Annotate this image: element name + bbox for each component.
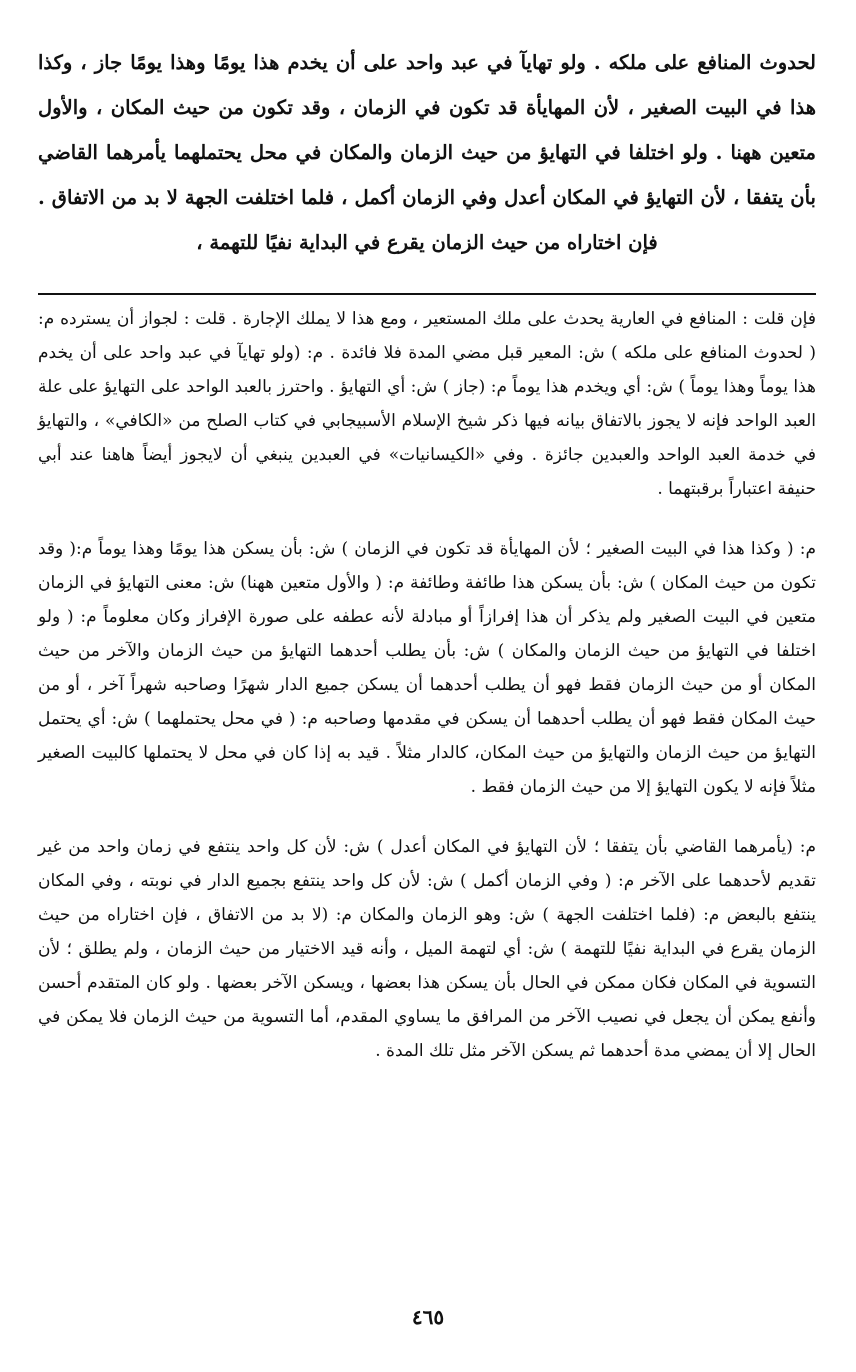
commentary-paragraph: م: (يأمرهما القاضي بأن يتفقا ؛ لأن التهايؤ في المكان أعدل ) ش: لأن كل واحد ينتفع في زمان واحد من غير تقديم لأحدهما على الآخر م: ( وفي الزمان أكمل ) ش: لأن كل واحد ينتفع بجميع الدار في نوبته ، وفي المكان ينتفع بالبعض م: (فلما اختلفت الجهة ) ش: وهو الزمان والمكان م: (لا بد من الاتفاق ، فإن اختاراه من حيث الزمان يقرع في البداية نفيًا للتهمة ) ش: أي لتهمة الميل ، وأنه قيد الاختيار من حيث الزمان ، ولم يطلق ؛ لأن التسوية في المكان فكان ممكن في الحال بأن يسكن هذا بعضها ، ويسكن الآخر بعضها . ولو كان المتقدم أحسن وأنفع يمكن أن يجعل في نصيب الآخر من المرافق ما يساوي المقدم، أما التسوية من حيث الزمان فلا يمكن في الحال إلا أن يمضي مدة أحدهما ثم يسكن الآخر مثل تلك المدة . <box>38 837 816 1061</box>
commentary-paragraph: م: ( وكذا هذا في البيت الصغير ؛ لأن المهايأة قد تكون في الزمان ) ش: بأن يسكن هذا يومًا وهذا يوماً م:( وقد تكون من حيث المكان ) ش: بأن يسكن هذا طائفة وطائفة م: ( والأول متعين ههنا) ش: معنى التهايؤ في الزمان متعين في البيت الصغير ولم يذكر أن هذا إفرازاً أو مبادلة لأنه عطفه على صورة الإفراز وكان معلوماً م: ( ولو اختلفا في التهايؤ من حيث الزمان والمكان ) ش: بأن يطلب أحدهما التهايؤ من حيث الزمان والآخر من حيث المكان أو من حيث الزمان فقط فهو أن يطلب أحدهما أن يسكن جميع الدار شهرًا وصاحبه شهراً آخر ، أو من حيث المكان فقط فهو أن يطلب أحدهما أن يسكن في مقدمها وصاحبه م: ( في محل يحتملهما ) ش: أي يحتمل التهايؤ من حيث الزمان والتهايؤ من حيث المكان، كالدار مثلاً . قيد به إذا كان في محل لا يحتملها كالبيت الصغير مثلاً فإنه لا يكون التهايؤ إلا من حيث الزمان فقط . <box>38 539 816 797</box>
page-number: ٤٦٥ <box>411 1305 445 1329</box>
separator-line <box>38 293 816 295</box>
commentary-paragraph: فإن قلت : المنافع في العارية يحدث على ملك المستعير ، ومع هذا لا يملك الإجارة . قلت : لجواز أن يسترده م: ( لحدوث المنافع على ملكه ) ش: المعير قبل مضي المدة فلا فائدة . م: (ولو تهايآ في عبد واحد على أن يخدم هذا يوماً وهذا يوماً ) ش: أي ويخدم هذا يوماً م: (جاز ) ش: أي التهايؤ . واحترز بالعبد الواحد على التهايؤ على علة العبد الواحد فإنه لا يجوز بالاتفاق بيانه فيها ذكر شيخ الإسلام الأسبيجابي في كتاب الصلح من «الكافي» ، والتهايؤ في خدمة العبد الواحد والعبدين جائزة . وفي «الكيسانيات» في العبدين ينبغي أن لايجوز أيضاً هاهنا عند أبي حنيفة اعتباراً برقبتهما . <box>38 309 817 499</box>
commentary-section <box>38 302 816 1068</box>
page-body <box>38 40 816 265</box>
main-text: لحدوث المنافع على ملكه . ولو تهايآ في عبد واحد على أن يخدم هذا يومًا وهذا يومًا جاز ، وكذا هذا في البيت الصغير ، لأن المهايأة قد تكون في الزمان ، وقد تكون من حيث المكان ، والأول متعين ههنا . ولو اختلفا في التهايؤ من حيث الزمان والمكان في محل يحتملهما يأمرهما القاضي بأن يتفقا ، لأن التهايؤ في المكان أعدل وفي الزمان أكمل ، فلما اختلفت الجهة لا بد من الاتفاق . فإن اختاراه من حيث الزمان يقرع في البداية نفيًا للتهمة ، <box>38 51 816 254</box>
